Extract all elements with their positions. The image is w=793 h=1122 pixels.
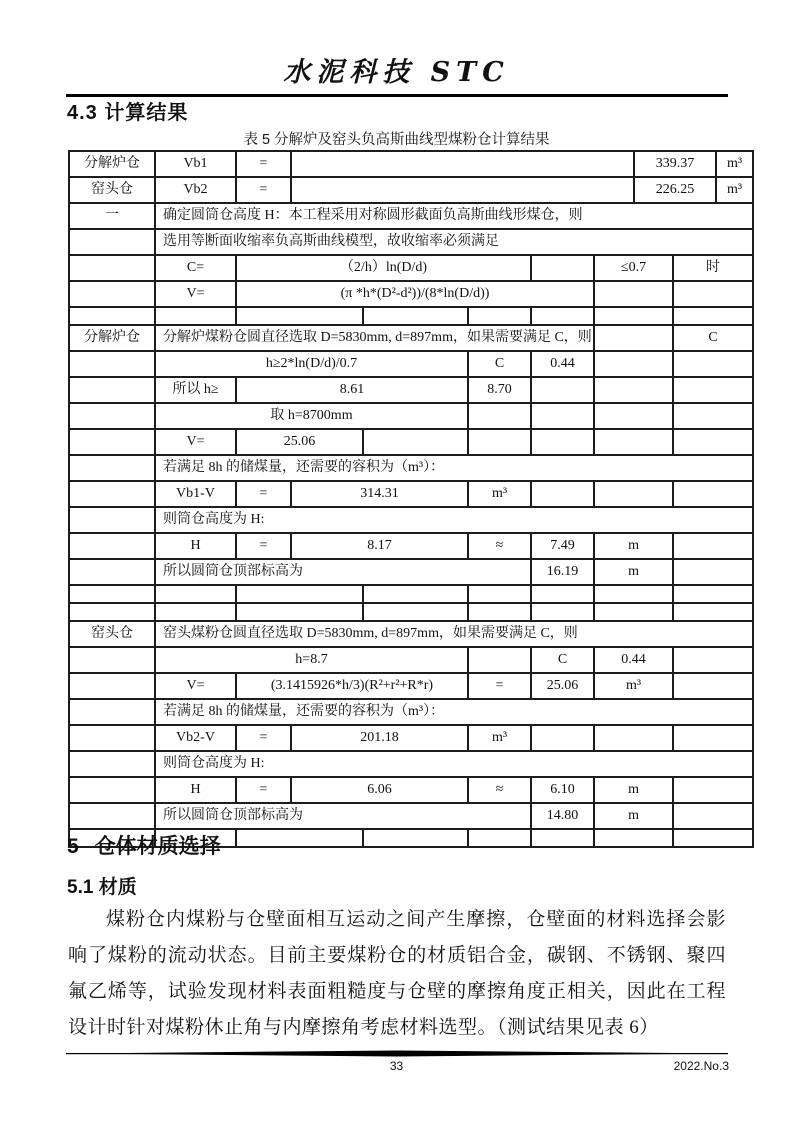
table-cell bbox=[594, 281, 673, 307]
table-cell bbox=[468, 829, 531, 847]
table-cell bbox=[673, 351, 753, 377]
table-cell: 取 h=8700mm bbox=[155, 403, 468, 429]
table-cell bbox=[363, 603, 468, 621]
table-cell bbox=[155, 307, 236, 325]
table-cell: (3.1415926*h/3)(R²+r²+R*r) bbox=[236, 673, 468, 699]
table-row bbox=[69, 455, 753, 481]
section-heading-5-1: 5.1 材质 bbox=[67, 877, 137, 898]
table-cell: h=8.7 bbox=[155, 647, 468, 673]
table-row bbox=[69, 803, 753, 829]
table-cell: ≈ bbox=[468, 533, 531, 559]
table-cell bbox=[363, 429, 468, 455]
table-cell bbox=[531, 429, 594, 455]
table-row bbox=[69, 751, 753, 777]
table-cell bbox=[236, 829, 363, 847]
table-cell: = bbox=[236, 725, 291, 751]
journal-title: 水泥科技 STC bbox=[283, 57, 510, 88]
table-cell bbox=[236, 603, 363, 621]
table-cell: 若满足 8h 的储煤量，还需要的容积为（m³）： bbox=[155, 699, 753, 725]
table-cell: 0.44 bbox=[531, 351, 594, 377]
table-row bbox=[69, 151, 753, 177]
table-cell bbox=[69, 751, 155, 777]
issue-label: 2022.No.3 bbox=[673, 1059, 729, 1073]
footer-rule bbox=[66, 1050, 728, 1058]
table-cell bbox=[468, 647, 531, 673]
table-cell bbox=[69, 403, 155, 429]
table-cell: Vb1 bbox=[155, 151, 236, 177]
table-cell: m bbox=[594, 803, 673, 829]
table-row bbox=[69, 229, 753, 255]
table-cell: 7.49 bbox=[531, 533, 594, 559]
table-row bbox=[69, 559, 753, 585]
table-cell bbox=[69, 229, 155, 255]
table-cell: Vb1-V bbox=[155, 481, 236, 507]
table-cell bbox=[291, 177, 634, 203]
table-cell bbox=[594, 377, 673, 403]
table-cell bbox=[69, 585, 155, 603]
table-row bbox=[69, 325, 753, 351]
table-row bbox=[69, 203, 753, 229]
table-row bbox=[69, 777, 753, 803]
table-cell bbox=[69, 559, 155, 585]
table-cell bbox=[673, 307, 753, 325]
table-cell bbox=[594, 603, 673, 621]
table-cell: m bbox=[594, 533, 673, 559]
table-row bbox=[69, 533, 753, 559]
table-cell bbox=[673, 673, 753, 699]
table-cell: 8.17 bbox=[291, 533, 468, 559]
table-cell: = bbox=[236, 533, 291, 559]
table-cell bbox=[468, 429, 531, 455]
table-row bbox=[69, 403, 753, 429]
table-row bbox=[69, 673, 753, 699]
table-cell: 则筒仓高度为 H: bbox=[155, 751, 753, 777]
table-cell bbox=[594, 481, 673, 507]
table-cell bbox=[673, 281, 753, 307]
section-heading-5 bbox=[67, 830, 221, 860]
table-caption: 表 5 分解炉及窑头负高斯曲线型煤粉仓计算结果 bbox=[243, 132, 550, 148]
table-cell: ≤0.7 bbox=[594, 255, 673, 281]
table-cell bbox=[69, 603, 155, 621]
table-cell bbox=[155, 585, 236, 603]
table-cell: 选用等断面收缩率负高斯曲线模型，故收缩率必须满足 bbox=[155, 229, 753, 255]
table-cell: 所以圆筒仓顶部标高为 bbox=[155, 803, 531, 829]
table-row bbox=[69, 621, 753, 647]
table-cell: 201.18 bbox=[291, 725, 468, 751]
table-cell bbox=[673, 403, 753, 429]
section-5-title: 仓体材质选择 bbox=[94, 835, 221, 858]
table-cell bbox=[673, 647, 753, 673]
table-cell bbox=[236, 585, 363, 603]
table-cell bbox=[363, 585, 468, 603]
table-row bbox=[69, 647, 753, 673]
table-cell bbox=[69, 481, 155, 507]
table-cell bbox=[468, 307, 531, 325]
table-cell: V= bbox=[155, 429, 236, 455]
table-cell bbox=[69, 377, 155, 403]
table-cell: C bbox=[468, 351, 531, 377]
table-cell bbox=[531, 307, 594, 325]
table-cell bbox=[69, 455, 155, 481]
table-cell: h≥2*ln(D/d)/0.7 bbox=[155, 351, 468, 377]
table-row bbox=[69, 281, 753, 307]
table-cell bbox=[69, 725, 155, 751]
table-cell bbox=[673, 377, 753, 403]
table-cell: 6.10 bbox=[531, 777, 594, 803]
table-cell: 窑头仓 bbox=[69, 621, 155, 647]
table-cell bbox=[69, 429, 155, 455]
table-cell bbox=[531, 481, 594, 507]
table-cell: V= bbox=[155, 673, 236, 699]
table-cell bbox=[69, 281, 155, 307]
table-cell bbox=[594, 307, 673, 325]
table-cell bbox=[468, 585, 531, 603]
table-cell: 314.31 bbox=[291, 481, 468, 507]
table-cell: 8.70 bbox=[468, 377, 531, 403]
table-cell: m³ bbox=[716, 177, 753, 203]
table-cell: m³ bbox=[468, 725, 531, 751]
table-cell bbox=[594, 829, 673, 847]
table-cell bbox=[531, 255, 594, 281]
table-cell bbox=[673, 603, 753, 621]
table-cell bbox=[69, 647, 155, 673]
table-cell: (π *h*(D²-d²))/(8*ln(D/d)) bbox=[236, 281, 594, 307]
table-cell bbox=[69, 673, 155, 699]
table-row bbox=[69, 481, 753, 507]
table-cell bbox=[69, 699, 155, 725]
table-cell bbox=[531, 585, 594, 603]
body-paragraph: 煤粉仓内煤粉与仓壁面相互运动之间产生摩擦，仓壁面的材料选择会影响了煤粉的流动状态。目前主要煤粉仓的材质铝合金，碳钢、不锈钢、聚四氟乙烯等，试验发现材料表面粗糙度与仓壁的摩擦角度正相关，因此在工程设计时针对煤粉休止角与内摩擦角考虑材料选型。（测试结果见表 6） bbox=[68, 909, 726, 1038]
table-row bbox=[69, 307, 753, 325]
table-cell: C= bbox=[155, 255, 236, 281]
table-cell: C bbox=[673, 325, 753, 351]
table-cell bbox=[594, 351, 673, 377]
table-cell: 16.19 bbox=[531, 559, 594, 585]
table-cell: （2/h）ln(D/d) bbox=[236, 255, 531, 281]
table-cell: 窑头仓 bbox=[69, 177, 155, 203]
table-cell: 25.06 bbox=[236, 429, 363, 455]
table-row bbox=[69, 699, 753, 725]
table-cell: 6.06 bbox=[291, 777, 468, 803]
table-cell: 时 bbox=[673, 255, 753, 281]
table-cell bbox=[531, 377, 594, 403]
table-cell bbox=[363, 307, 468, 325]
table-cell bbox=[594, 403, 673, 429]
table-cell: = bbox=[236, 481, 291, 507]
table-cell bbox=[673, 585, 753, 603]
table-row bbox=[69, 429, 753, 455]
table-row bbox=[69, 507, 753, 533]
table-cell: H bbox=[155, 533, 236, 559]
table-cell bbox=[673, 725, 753, 751]
table-cell: Vb2 bbox=[155, 177, 236, 203]
table-cell bbox=[236, 307, 363, 325]
table-cell bbox=[468, 603, 531, 621]
table-cell: C bbox=[531, 647, 594, 673]
table-row bbox=[69, 585, 753, 603]
table-cell: 0.44 bbox=[594, 647, 673, 673]
table-cell bbox=[69, 507, 155, 533]
table-cell: m³ bbox=[468, 481, 531, 507]
table-cell: 若满足 8h 的储煤量，还需要的容积为（m³）： bbox=[155, 455, 753, 481]
table-cell: 窑头煤粉仓圆直径选取 D=5830mm, d=897mm，如果需要满足 C，则 bbox=[155, 621, 753, 647]
table-cell: ≈ bbox=[468, 777, 531, 803]
table-cell: 确定圆筒仓高度 H：本工程采用对称圆形截面负高斯曲线形煤仓，则 bbox=[155, 203, 753, 229]
table-cell bbox=[69, 307, 155, 325]
table-cell: = bbox=[236, 777, 291, 803]
table-cell: 一 bbox=[69, 203, 155, 229]
calc-table bbox=[68, 150, 754, 848]
table-cell bbox=[673, 559, 753, 585]
table-cell bbox=[673, 803, 753, 829]
table-cell: 339.37 bbox=[634, 151, 716, 177]
table-row bbox=[69, 351, 753, 377]
table-cell bbox=[363, 829, 468, 847]
section-5-number: 5 bbox=[67, 835, 79, 858]
table-cell: 所以 h≥ bbox=[155, 377, 236, 403]
table-cell bbox=[291, 151, 634, 177]
table-cell bbox=[673, 533, 753, 559]
table-cell bbox=[69, 255, 155, 281]
table-cell bbox=[531, 725, 594, 751]
table-cell: V= bbox=[155, 281, 236, 307]
table-cell bbox=[531, 829, 594, 847]
table-cell: 分解炉仓 bbox=[69, 151, 155, 177]
table-cell bbox=[69, 777, 155, 803]
table-cell bbox=[594, 325, 673, 351]
table-row bbox=[69, 377, 753, 403]
table-cell bbox=[673, 429, 753, 455]
table-cell: 14.80 bbox=[531, 803, 594, 829]
table-cell bbox=[155, 603, 236, 621]
table-cell: H bbox=[155, 777, 236, 803]
table-row bbox=[69, 725, 753, 751]
table-cell: 所以圆筒仓顶部标高为 bbox=[155, 559, 531, 585]
table-cell bbox=[594, 429, 673, 455]
table-row bbox=[69, 177, 753, 203]
table-cell: m³ bbox=[716, 151, 753, 177]
table-cell bbox=[673, 777, 753, 803]
table-cell bbox=[69, 803, 155, 829]
table-cell: = bbox=[236, 177, 291, 203]
table-row bbox=[69, 603, 753, 621]
table-cell bbox=[594, 585, 673, 603]
table-cell: m bbox=[594, 777, 673, 803]
table-cell: m³ bbox=[594, 673, 673, 699]
page-number: 33 bbox=[389, 1059, 404, 1073]
table-cell bbox=[531, 403, 594, 429]
table-cell: = bbox=[236, 151, 291, 177]
section-heading-4-3: 4.3 计算结果 bbox=[67, 102, 189, 124]
table-cell bbox=[69, 533, 155, 559]
table-cell: 8.61 bbox=[236, 377, 468, 403]
table-cell bbox=[531, 603, 594, 621]
table-cell: 226.25 bbox=[634, 177, 716, 203]
table-cell: = bbox=[468, 673, 531, 699]
table-row bbox=[69, 255, 753, 281]
table-cell: 则筒仓高度为 H: bbox=[155, 507, 753, 533]
table-cell bbox=[69, 351, 155, 377]
table-cell: m bbox=[594, 559, 673, 585]
table-cell bbox=[468, 403, 531, 429]
table-cell: 分解炉仓 bbox=[69, 325, 155, 351]
table-cell bbox=[673, 829, 753, 847]
table-cell: 分解炉煤粉仓圆直径选取 D=5830mm, d=897mm，如果需要满足 C，则 bbox=[155, 325, 594, 351]
table-cell bbox=[594, 725, 673, 751]
calc-table-body bbox=[69, 151, 753, 847]
table-cell bbox=[673, 481, 753, 507]
table-cell: 25.06 bbox=[531, 673, 594, 699]
table-cell: Vb2-V bbox=[155, 725, 236, 751]
